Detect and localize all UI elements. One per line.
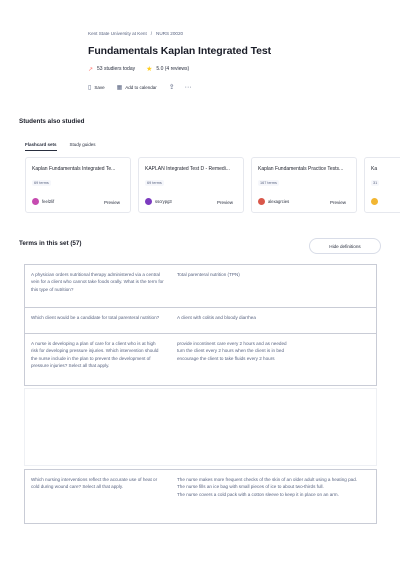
share-icon[interactable]: ⇪ xyxy=(168,84,175,91)
answer-line: Total parenteral nutrition (TPN) xyxy=(177,272,240,277)
breadcrumb xyxy=(88,29,388,38)
terms-title: Terms in this set (57) xyxy=(19,240,82,247)
tab-flashcard-sets[interactable]: Flashcard sets xyxy=(25,142,57,151)
term-question: A physician orders nutritional therapy administered via a central vein for a client who cannot take foods orally. What is the term for this type of nutrition? xyxy=(31,272,164,292)
set-card[interactable] xyxy=(251,157,357,213)
breadcrumb-course[interactable]: NURS 20020 xyxy=(156,31,184,36)
studiers-count: 53 studiers today xyxy=(97,66,136,72)
answer-line: The nurse fills an ice bag with small pieces of ice to about two-thirds full. xyxy=(177,484,324,490)
terms-table xyxy=(24,469,377,524)
card-user xyxy=(32,198,54,205)
card-title: Kaplan Fundamentals Integrated Te... xyxy=(32,166,116,172)
card-user xyxy=(145,198,172,205)
answer-line: provide incontinent care every 2 hours and as needed xyxy=(177,341,287,346)
set-card[interactable] xyxy=(364,157,400,213)
also-studied-carousel xyxy=(25,157,400,213)
card-username: feel2lif xyxy=(42,199,55,204)
card-terms: 69 terms xyxy=(34,181,49,185)
term-answer xyxy=(170,470,376,523)
bookmark-icon: ▯ xyxy=(88,84,92,91)
term-answer xyxy=(170,265,376,307)
calendar-label: Add to calendar xyxy=(125,84,157,90)
answer-line: turn the client every 2 hours when the client is in bed xyxy=(177,348,284,354)
breadcrumb-school[interactable]: Kent State University at Kent xyxy=(88,31,147,36)
save-button[interactable] xyxy=(88,84,105,91)
tab-study-guides[interactable]: Study guides xyxy=(69,142,96,147)
answer-line: A client with colitis and bloody diarrhea xyxy=(177,315,256,320)
avatar xyxy=(371,198,378,205)
table-row[interactable] xyxy=(25,470,376,523)
table-row[interactable] xyxy=(25,265,376,307)
preview-button[interactable]: Preview xyxy=(103,200,120,205)
preview-button[interactable]: Preview xyxy=(329,200,346,205)
terms-table xyxy=(24,264,377,386)
card-username: alexagrcies xyxy=(268,199,290,204)
page-title: Fundamentals Kaplan Integrated Test xyxy=(88,45,272,57)
term-answer xyxy=(170,308,376,333)
table-row[interactable] xyxy=(25,333,376,385)
also-studied-tabs xyxy=(25,142,96,151)
card-terms: 167 terms xyxy=(260,181,277,185)
card-title: Kaplan Fundamentals Practice Tests... xyxy=(258,166,344,172)
rating-text[interactable]: 5.0 (4 reviews) xyxy=(156,66,190,72)
term-answer xyxy=(170,334,376,385)
students-also-studied-title: Students also studied xyxy=(19,118,85,125)
more-options-icon[interactable]: ··· xyxy=(184,83,192,91)
preview-button[interactable]: Preview xyxy=(216,200,233,205)
avatar xyxy=(258,198,265,205)
trending-icon: ↗ xyxy=(88,66,94,73)
action-bar xyxy=(88,82,388,92)
star-icon: ★ xyxy=(146,66,153,73)
ad-placeholder xyxy=(24,388,377,466)
avatar xyxy=(32,198,39,205)
breadcrumb-separator: / xyxy=(150,31,153,36)
card-title: Ka xyxy=(371,166,378,172)
answer-line: encourage the client to take fluids every 2 hours xyxy=(177,355,275,361)
add-to-calendar-button[interactable] xyxy=(117,84,157,91)
calendar-icon: ▦ xyxy=(116,84,123,91)
set-stats xyxy=(88,65,388,73)
card-terms: 69 terms xyxy=(147,181,162,185)
set-card[interactable] xyxy=(138,157,244,213)
avatar xyxy=(145,198,152,205)
term-question: Which client would be a candidate for total parenteral nutrition? xyxy=(31,315,160,320)
save-label: Save xyxy=(94,84,105,90)
answer-line: The nurse covers a cold pack with a cotton sleeve to keep it in place on an arm. xyxy=(177,491,339,497)
set-header xyxy=(88,29,388,92)
card-terms: 31 xyxy=(373,181,378,185)
hide-definitions-button[interactable]: Hide definitions xyxy=(309,238,381,254)
card-username: sscrypg3 xyxy=(155,199,172,204)
card-user xyxy=(371,198,378,205)
answer-line: The nurse makes more frequent checks of the skin of an older adult using a heating pad. xyxy=(177,477,358,482)
card-title: KAPLAN Integrated Test D - Remedi... xyxy=(145,166,230,172)
set-card[interactable] xyxy=(25,157,131,213)
card-user xyxy=(258,198,289,205)
term-question: A nurse is developing a plan of care for a client who is at high risk for developing pressure injuries. Which intervention should the nurse include in the plan to prevent the development of pressure injuries? Select all that apply. xyxy=(31,341,159,369)
table-row[interactable] xyxy=(25,307,376,333)
term-question: Which nursing interventions reflect the accurate use of heat or cold during wound care? Select all that apply. xyxy=(31,477,158,490)
